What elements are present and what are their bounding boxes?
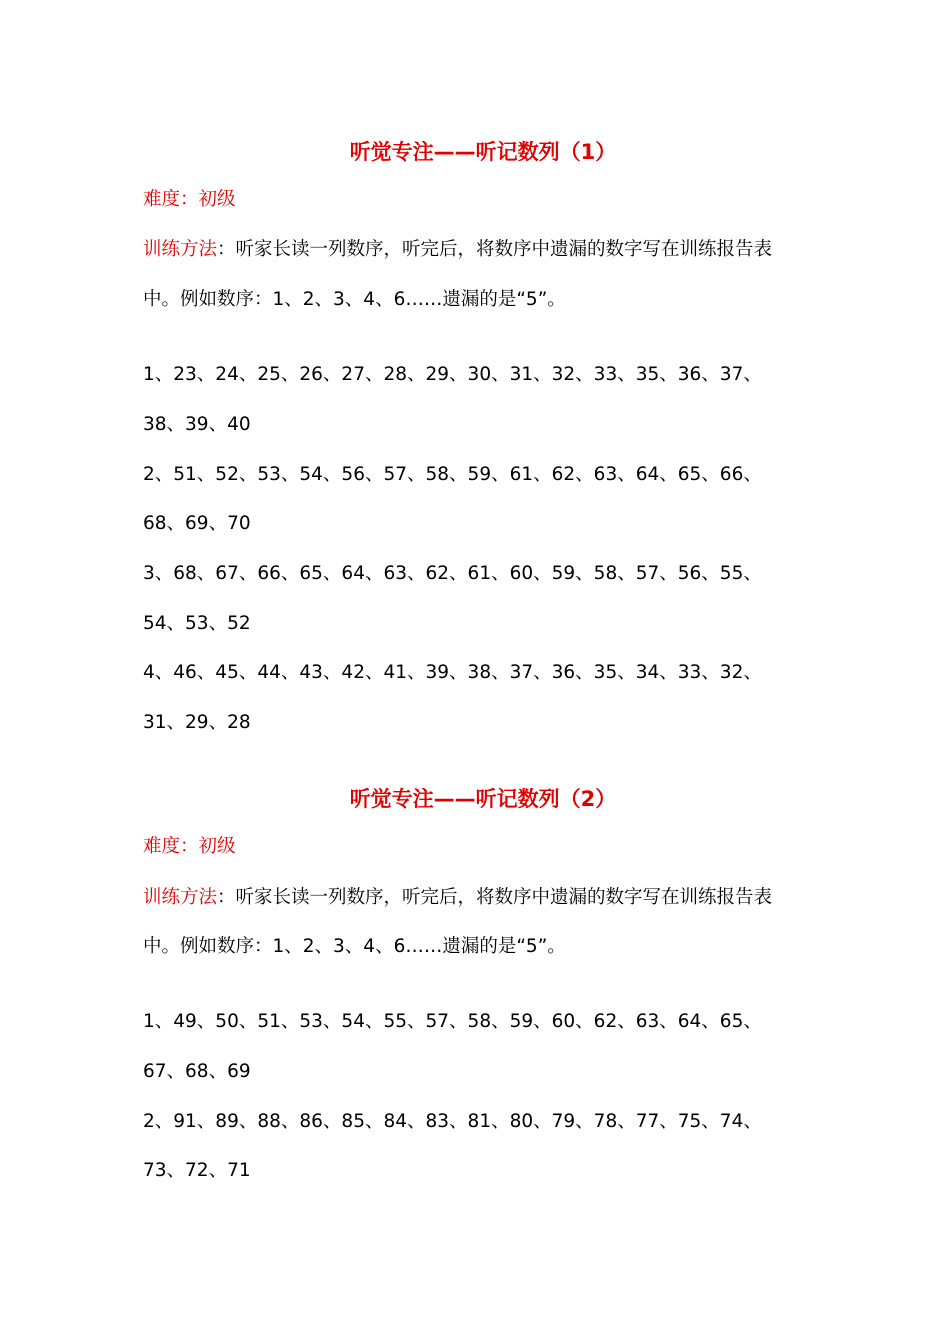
sequence-line: 4、46、45、44、43、42、41、39、38、37、36、35、34、33、32、 bbox=[143, 662, 762, 683]
sequence-line: 3、68、67、66、65、64、63、62、61、60、59、58、57、56、55、 bbox=[143, 563, 762, 584]
method-label: 训练方法 bbox=[143, 239, 218, 260]
difficulty-label: 难度：初级 bbox=[143, 836, 236, 857]
section-title: 听觉专注——听记数列（1） bbox=[349, 140, 617, 164]
difficulty-label: 难度：初级 bbox=[143, 189, 236, 210]
sequence-line-continued: 38、39、40 bbox=[143, 414, 251, 435]
method-text: ：听家长读一列数序，听完后，将数序中遗漏的数字写在训练报告表 bbox=[217, 239, 773, 260]
sequence-line: 1、23、24、25、26、27、28、29、30、31、32、33、35、36、37、 bbox=[143, 364, 762, 385]
sequence-line: 2、51、52、53、54、56、57、58、59、61、62、63、64、65、66、 bbox=[143, 464, 762, 485]
sequence-line-continued: 54、53、52 bbox=[143, 613, 251, 634]
sequence-line-continued: 31、29、28 bbox=[143, 712, 251, 733]
method-text-continued: 中。例如数序：1、2、3、4、6……遗漏的是“5”。 bbox=[143, 936, 566, 957]
sequence-line: 1、49、50、51、53、54、55、57、58、59、60、62、63、64、65、 bbox=[143, 1011, 762, 1032]
sequence-line: 2、91、89、88、86、85、84、83、81、80、79、78、77、75、74、 bbox=[143, 1111, 762, 1132]
sequence-line-continued: 68、69、70 bbox=[143, 513, 251, 534]
sequence-line-continued: 73、72、71 bbox=[143, 1160, 251, 1181]
method-text-continued: 中。例如数序：1、2、3、4、6……遗漏的是“5”。 bbox=[143, 289, 566, 310]
method-label: 训练方法 bbox=[143, 887, 218, 908]
section-title: 听觉专注——听记数列（2） bbox=[349, 787, 617, 811]
training-method bbox=[143, 884, 823, 912]
method-text: ：听家长读一列数序，听完后，将数序中遗漏的数字写在训练报告表 bbox=[217, 887, 773, 908]
sequence-line-continued: 67、68、69 bbox=[143, 1061, 251, 1082]
training-method bbox=[143, 236, 823, 264]
